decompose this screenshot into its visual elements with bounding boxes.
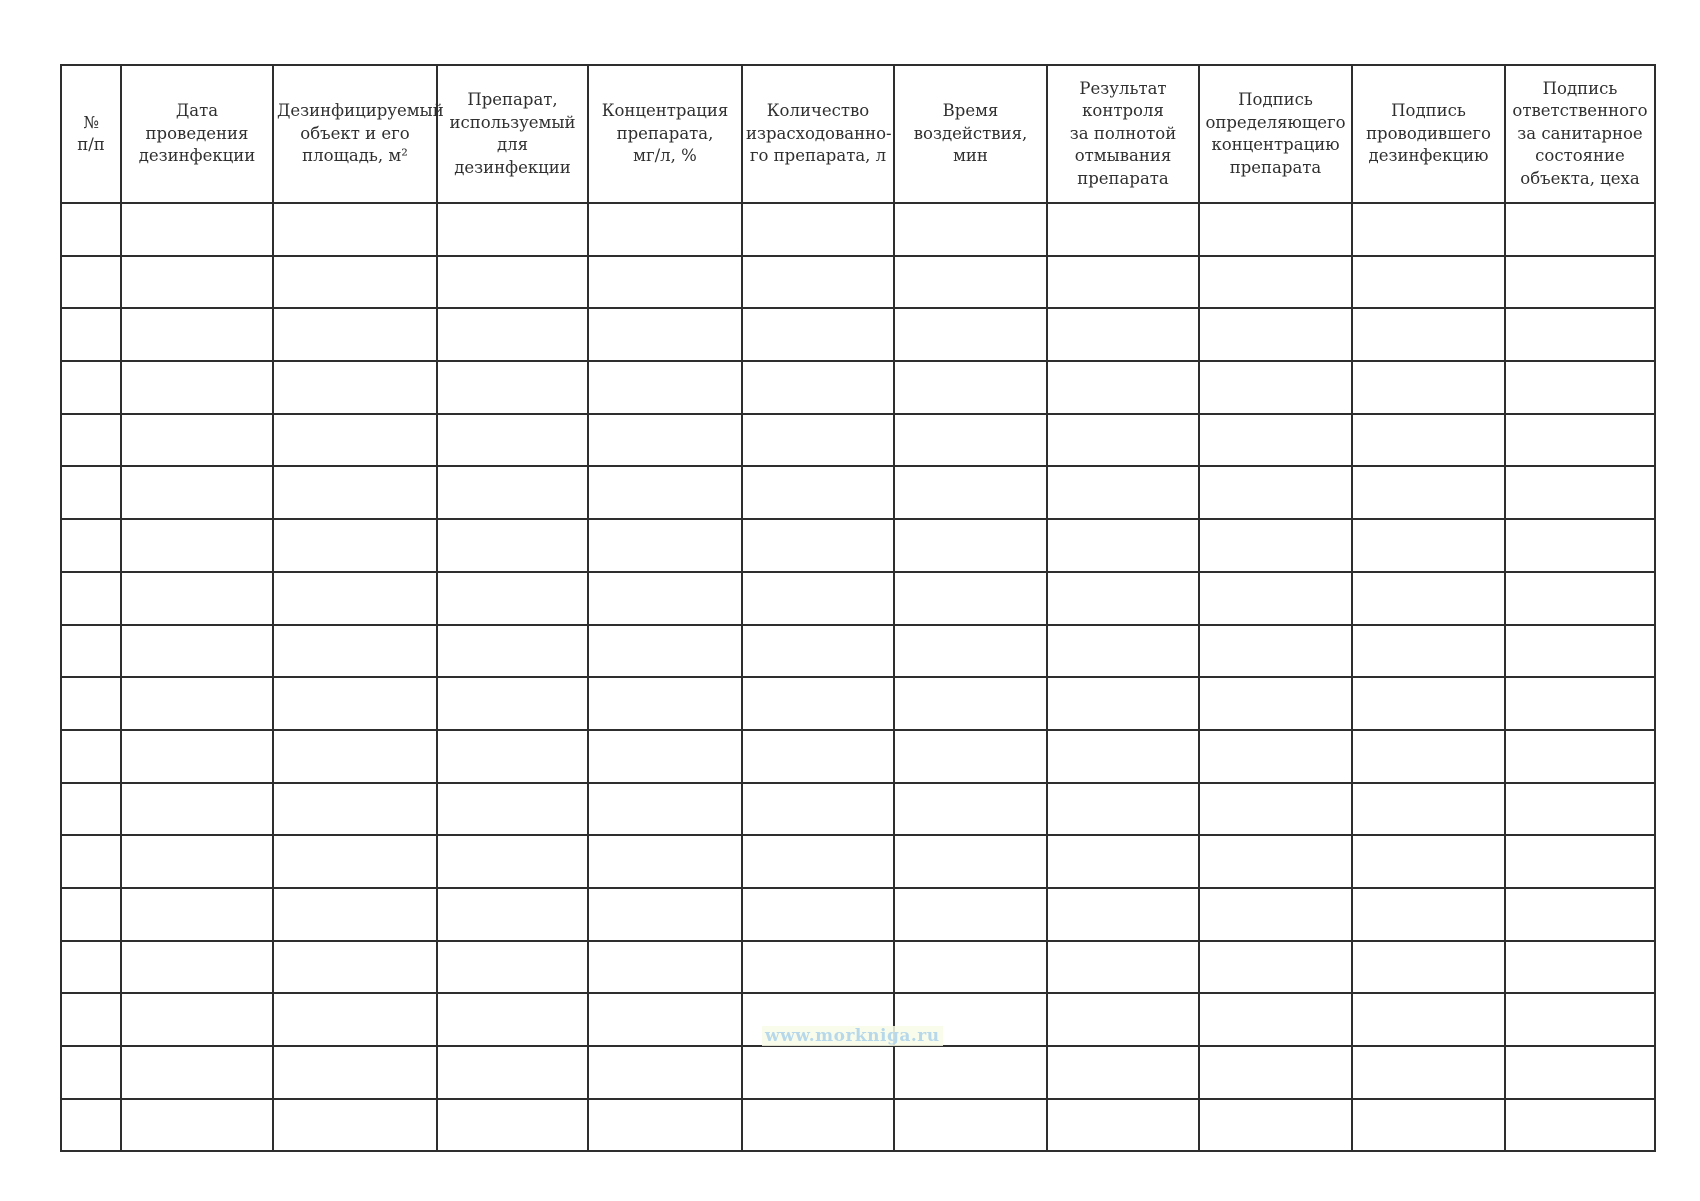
cell-concentration: [588, 941, 742, 994]
cell-object: [273, 677, 437, 730]
cell-sign_responsible: [1505, 466, 1655, 519]
cell-num: [61, 941, 121, 994]
cell-control: [1047, 835, 1199, 888]
cell-date: [121, 783, 273, 836]
cell-time: [894, 677, 1047, 730]
cell-control: [1047, 466, 1199, 519]
cell-sign_concentration: [1199, 888, 1352, 941]
cell-sign_responsible: [1505, 572, 1655, 625]
cell-sign_concentration: [1199, 783, 1352, 836]
cell-date: [121, 466, 273, 519]
cell-sign_responsible: [1505, 1099, 1655, 1152]
cell-sign_concentration: [1199, 677, 1352, 730]
cell-preparation: [437, 572, 588, 625]
table-row: [61, 466, 1655, 519]
cell-object: [273, 361, 437, 414]
table-row: [61, 730, 1655, 783]
cell-quantity: [742, 308, 894, 361]
cell-quantity: [742, 572, 894, 625]
cell-sign_disinfector: [1352, 256, 1505, 309]
cell-sign_concentration: [1199, 1046, 1352, 1099]
table-body: [61, 203, 1655, 1151]
cell-date: [121, 203, 273, 256]
cell-control: [1047, 256, 1199, 309]
cell-time: [894, 783, 1047, 836]
cell-sign_concentration: [1199, 308, 1352, 361]
cell-sign_responsible: [1505, 993, 1655, 1046]
table-row: [61, 625, 1655, 678]
cell-sign_concentration: [1199, 730, 1352, 783]
cell-sign_responsible: [1505, 625, 1655, 678]
cell-concentration: [588, 783, 742, 836]
cell-sign_disinfector: [1352, 941, 1505, 994]
cell-object: [273, 203, 437, 256]
cell-preparation: [437, 835, 588, 888]
cell-object: [273, 1046, 437, 1099]
cell-quantity: [742, 203, 894, 256]
cell-num: [61, 1099, 121, 1152]
cell-concentration: [588, 519, 742, 572]
cell-sign_concentration: [1199, 361, 1352, 414]
cell-date: [121, 941, 273, 994]
cell-time: [894, 941, 1047, 994]
cell-sign_disinfector: [1352, 730, 1505, 783]
cell-num: [61, 519, 121, 572]
cell-quantity: [742, 835, 894, 888]
cell-preparation: [437, 625, 588, 678]
cell-object: [273, 835, 437, 888]
cell-quantity: [742, 1099, 894, 1152]
cell-concentration: [588, 466, 742, 519]
cell-sign_concentration: [1199, 941, 1352, 994]
table-row: [61, 203, 1655, 256]
cell-num: [61, 1046, 121, 1099]
cell-quantity: [742, 888, 894, 941]
cell-date: [121, 1046, 273, 1099]
cell-concentration: [588, 993, 742, 1046]
cell-time: [894, 466, 1047, 519]
cell-preparation: [437, 993, 588, 1046]
cell-object: [273, 941, 437, 994]
table-row: [61, 519, 1655, 572]
cell-object: [273, 466, 437, 519]
cell-object: [273, 993, 437, 1046]
cell-date: [121, 993, 273, 1046]
cell-control: [1047, 308, 1199, 361]
cell-time: [894, 572, 1047, 625]
cell-time: [894, 625, 1047, 678]
cell-concentration: [588, 1046, 742, 1099]
cell-concentration: [588, 677, 742, 730]
cell-sign_disinfector: [1352, 414, 1505, 467]
cell-sign_responsible: [1505, 888, 1655, 941]
cell-date: [121, 730, 273, 783]
cell-control: [1047, 203, 1199, 256]
cell-time: [894, 888, 1047, 941]
cell-sign_disinfector: [1352, 677, 1505, 730]
cell-time: [894, 519, 1047, 572]
cell-time: [894, 361, 1047, 414]
cell-object: [273, 256, 437, 309]
header-control-result: Результат контроля за полнотой отмывания препарата: [1047, 65, 1199, 203]
cell-quantity: [742, 677, 894, 730]
table-row: [61, 1046, 1655, 1099]
cell-time: [894, 1046, 1047, 1099]
cell-sign_disinfector: [1352, 572, 1505, 625]
header-sign-disinfector: Подпись проводившего дезинфекцию: [1352, 65, 1505, 203]
cell-control: [1047, 941, 1199, 994]
cell-sign_disinfector: [1352, 888, 1505, 941]
cell-sign_responsible: [1505, 203, 1655, 256]
cell-preparation: [437, 308, 588, 361]
cell-sign_disinfector: [1352, 361, 1505, 414]
cell-object: [273, 414, 437, 467]
table-row: [61, 256, 1655, 309]
table-row: [61, 888, 1655, 941]
cell-date: [121, 308, 273, 361]
cell-sign_concentration: [1199, 519, 1352, 572]
cell-sign_disinfector: [1352, 1099, 1505, 1152]
cell-sign_responsible: [1505, 256, 1655, 309]
cell-sign_concentration: [1199, 835, 1352, 888]
cell-sign_responsible: [1505, 361, 1655, 414]
cell-quantity: [742, 466, 894, 519]
cell-num: [61, 308, 121, 361]
cell-time: [894, 308, 1047, 361]
cell-time: [894, 256, 1047, 309]
cell-object: [273, 730, 437, 783]
cell-sign_disinfector: [1352, 203, 1505, 256]
table-row: [61, 677, 1655, 730]
cell-control: [1047, 572, 1199, 625]
cell-concentration: [588, 361, 742, 414]
cell-date: [121, 835, 273, 888]
cell-preparation: [437, 414, 588, 467]
cell-sign_disinfector: [1352, 993, 1505, 1046]
cell-object: [273, 572, 437, 625]
cell-sign_concentration: [1199, 414, 1352, 467]
cell-preparation: [437, 519, 588, 572]
table-row: [61, 361, 1655, 414]
cell-date: [121, 361, 273, 414]
cell-sign_responsible: [1505, 414, 1655, 467]
cell-preparation: [437, 256, 588, 309]
cell-sign_responsible: [1505, 783, 1655, 836]
cell-num: [61, 572, 121, 625]
table-row: [61, 308, 1655, 361]
header-row: [61, 65, 1655, 203]
cell-concentration: [588, 308, 742, 361]
cell-date: [121, 888, 273, 941]
cell-num: [61, 203, 121, 256]
cell-preparation: [437, 1046, 588, 1099]
cell-preparation: [437, 783, 588, 836]
cell-date: [121, 677, 273, 730]
table-row: [61, 783, 1655, 836]
cell-control: [1047, 730, 1199, 783]
cell-object: [273, 308, 437, 361]
cell-object: [273, 783, 437, 836]
cell-preparation: [437, 1099, 588, 1152]
cell-quantity: [742, 625, 894, 678]
cell-concentration: [588, 888, 742, 941]
header-quantity: Количество израсходованно- го препарата, л: [742, 65, 894, 203]
disinfection-log-table: [60, 64, 1656, 1152]
cell-sign_responsible: [1505, 730, 1655, 783]
watermark: www.morkniga.ru: [762, 1026, 943, 1046]
cell-quantity: [742, 1046, 894, 1099]
cell-time: [894, 414, 1047, 467]
cell-sign_disinfector: [1352, 835, 1505, 888]
cell-sign_disinfector: [1352, 783, 1505, 836]
cell-preparation: [437, 888, 588, 941]
cell-preparation: [437, 466, 588, 519]
header-number: № п/п: [61, 65, 121, 203]
header-date: Дата проведения дезинфекции: [121, 65, 273, 203]
cell-concentration: [588, 625, 742, 678]
cell-num: [61, 466, 121, 519]
cell-concentration: [588, 256, 742, 309]
cell-quantity: [742, 941, 894, 994]
cell-object: [273, 1099, 437, 1152]
cell-num: [61, 888, 121, 941]
cell-sign_concentration: [1199, 625, 1352, 678]
cell-sign_concentration: [1199, 572, 1352, 625]
cell-num: [61, 783, 121, 836]
cell-num: [61, 414, 121, 467]
cell-date: [121, 625, 273, 678]
cell-quantity: [742, 519, 894, 572]
cell-control: [1047, 783, 1199, 836]
cell-num: [61, 625, 121, 678]
cell-control: [1047, 677, 1199, 730]
cell-quantity: [742, 361, 894, 414]
cell-concentration: [588, 572, 742, 625]
header-concentration: Концентрация препарата, мг/л, %: [588, 65, 742, 203]
cell-date: [121, 519, 273, 572]
cell-concentration: [588, 1099, 742, 1152]
table-row: [61, 414, 1655, 467]
cell-sign_disinfector: [1352, 625, 1505, 678]
cell-control: [1047, 888, 1199, 941]
table-row: [61, 1099, 1655, 1152]
cell-concentration: [588, 835, 742, 888]
cell-control: [1047, 519, 1199, 572]
cell-time: [894, 1099, 1047, 1152]
cell-quantity: [742, 783, 894, 836]
cell-sign_concentration: [1199, 1099, 1352, 1152]
table-row: [61, 941, 1655, 994]
table-row: [61, 572, 1655, 625]
cell-sign_disinfector: [1352, 1046, 1505, 1099]
header-sign-responsible: Подпись ответственного за санитарное состояние объекта, цеха: [1505, 65, 1655, 203]
cell-sign_responsible: [1505, 835, 1655, 888]
cell-num: [61, 361, 121, 414]
cell-preparation: [437, 677, 588, 730]
cell-concentration: [588, 414, 742, 467]
cell-quantity: [742, 730, 894, 783]
cell-object: [273, 519, 437, 572]
cell-control: [1047, 625, 1199, 678]
cell-sign_responsible: [1505, 519, 1655, 572]
cell-num: [61, 835, 121, 888]
header-object: Дезинфицируемый объект и его площадь, м²: [273, 65, 437, 203]
cell-date: [121, 1099, 273, 1152]
cell-sign_responsible: [1505, 308, 1655, 361]
cell-control: [1047, 993, 1199, 1046]
cell-time: [894, 203, 1047, 256]
cell-preparation: [437, 730, 588, 783]
cell-preparation: [437, 941, 588, 994]
cell-sign_responsible: [1505, 1046, 1655, 1099]
cell-sign_responsible: [1505, 677, 1655, 730]
cell-num: [61, 256, 121, 309]
cell-control: [1047, 361, 1199, 414]
cell-sign_disinfector: [1352, 466, 1505, 519]
header-exposure-time: Время воздействия, мин: [894, 65, 1047, 203]
cell-sign_disinfector: [1352, 519, 1505, 572]
cell-date: [121, 414, 273, 467]
cell-sign_concentration: [1199, 993, 1352, 1046]
cell-control: [1047, 1099, 1199, 1152]
table-row: [61, 835, 1655, 888]
header-sign-concentration: Подпись определяющего концентрацию препарата: [1199, 65, 1352, 203]
cell-control: [1047, 1046, 1199, 1099]
cell-preparation: [437, 361, 588, 414]
cell-object: [273, 625, 437, 678]
cell-quantity: [742, 414, 894, 467]
cell-sign_disinfector: [1352, 308, 1505, 361]
cell-control: [1047, 414, 1199, 467]
cell-concentration: [588, 203, 742, 256]
cell-sign_concentration: [1199, 466, 1352, 519]
cell-num: [61, 993, 121, 1046]
cell-quantity: [742, 256, 894, 309]
cell-object: [273, 888, 437, 941]
cell-concentration: [588, 730, 742, 783]
cell-sign_concentration: [1199, 256, 1352, 309]
cell-date: [121, 572, 273, 625]
cell-preparation: [437, 203, 588, 256]
cell-date: [121, 256, 273, 309]
cell-sign_responsible: [1505, 941, 1655, 994]
cell-sign_concentration: [1199, 203, 1352, 256]
cell-time: [894, 730, 1047, 783]
cell-time: [894, 835, 1047, 888]
header-preparation: Препарат, используемый для дезинфекции: [437, 65, 588, 203]
cell-num: [61, 730, 121, 783]
cell-num: [61, 677, 121, 730]
